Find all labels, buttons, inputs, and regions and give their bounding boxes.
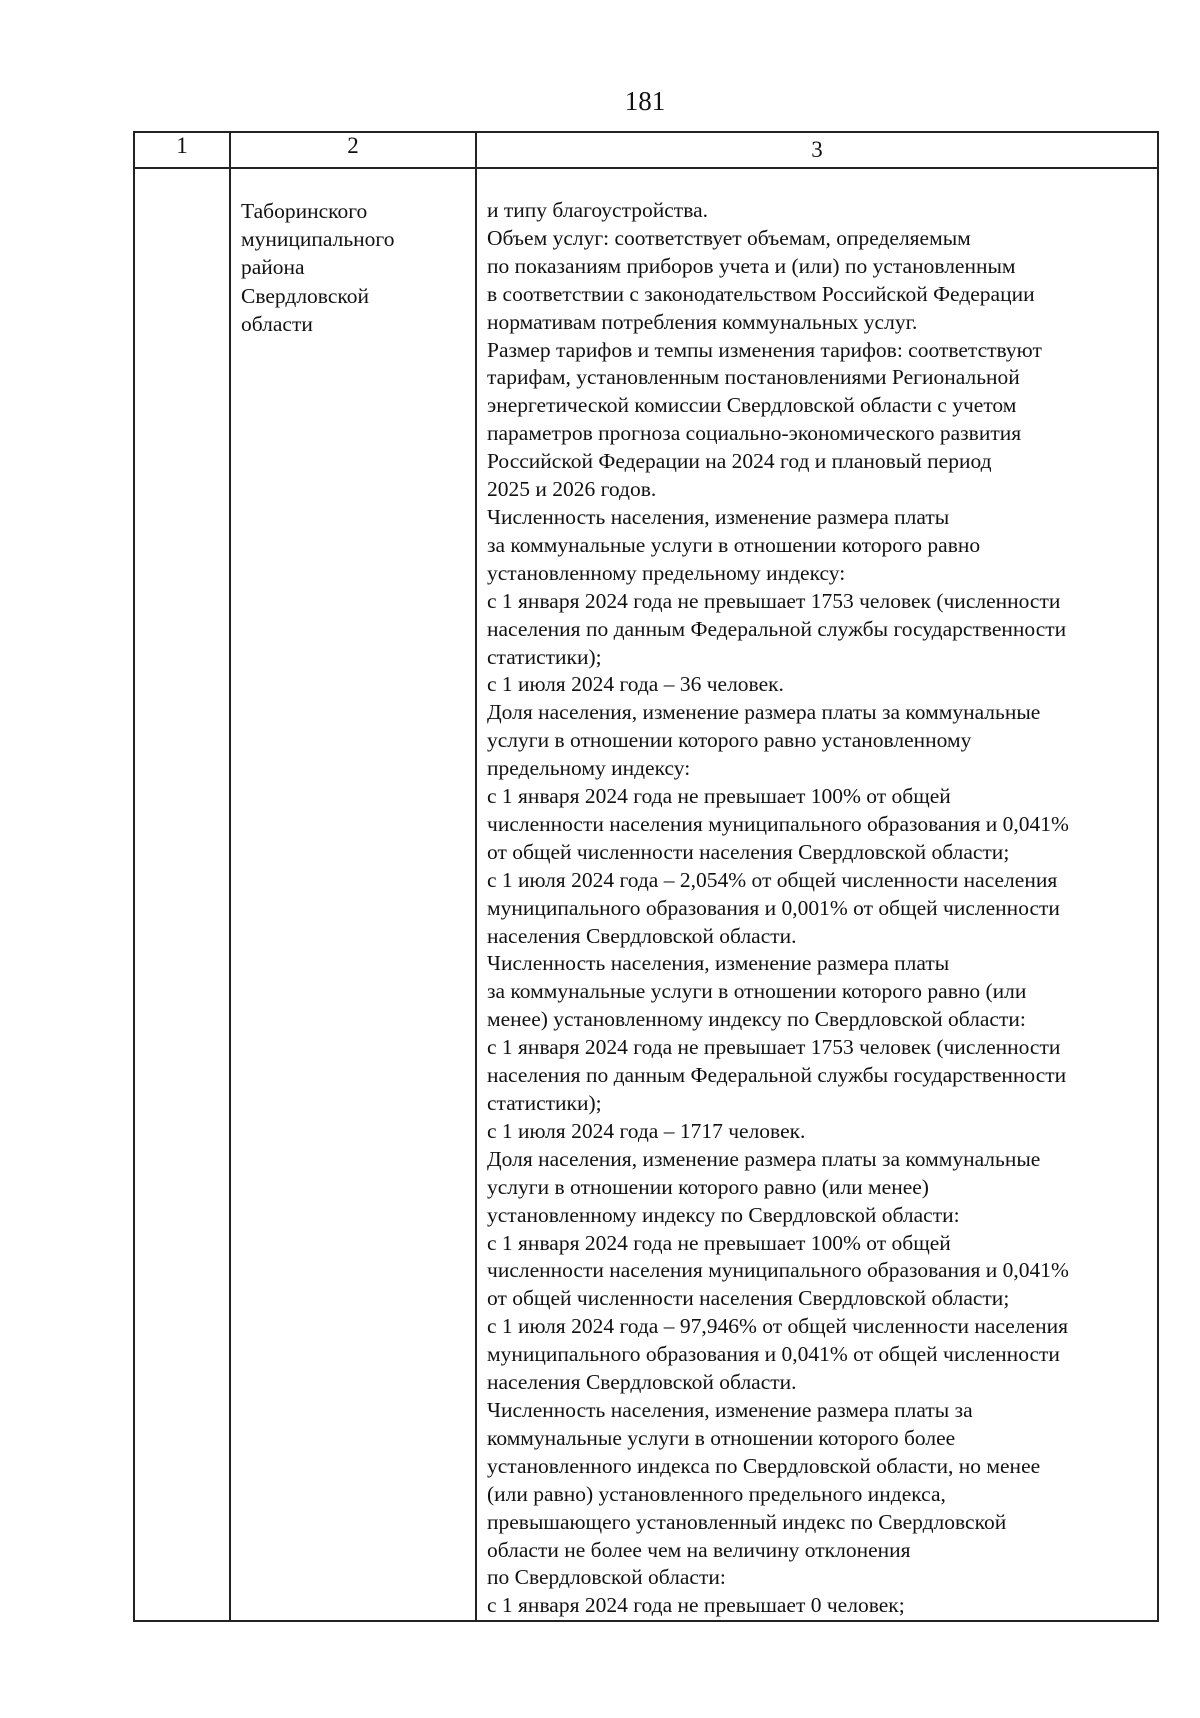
- cell-col3: [476, 168, 1158, 1621]
- text-line: с 1 июля 2024 года – 2,054% от общей численности населения: [487, 867, 1058, 892]
- text-line: Численность населения, изменение размера платы: [487, 951, 950, 976]
- text-line: статистики);: [487, 1091, 602, 1115]
- text-line: населения Свердловской области.: [487, 1370, 797, 1395]
- text-line: от общей численности населения Свердловской области;: [487, 839, 1010, 864]
- text-line: (или равно) установленного предельного индекса,: [487, 1481, 946, 1506]
- text-line: Численность населения, изменение размера платы: [487, 504, 950, 529]
- text-line: нормативам потребления коммунальных услуг.: [487, 309, 918, 334]
- text-line: с 1 января 2024 года не превышает 100% от общей: [487, 784, 951, 809]
- column-header-2: 2: [230, 132, 476, 168]
- text-line: с 1 января 2024 года не превышает 1753 человек (численности: [487, 588, 1061, 613]
- municipality-line: муниципального: [241, 227, 395, 252]
- text-line: населения Свердловской области.: [487, 923, 797, 948]
- text-line: установленному индексу по Свердловской области:: [487, 1202, 960, 1227]
- text-line: менее) установленному индексу по Свердловской области:: [487, 1007, 1026, 1032]
- text-line: с 1 июля 2024 года – 36 человек.: [487, 672, 784, 697]
- text-line: услуги в отношении которого равно установленному: [487, 728, 972, 753]
- municipality-line: Таборинского: [241, 199, 368, 223]
- text-line: с 1 июля 2024 года – 97,946% от общей численности населения: [487, 1314, 1068, 1339]
- text-line: 2025 и 2026 годов.: [487, 477, 657, 502]
- text-line: по Свердловской области:: [487, 1565, 726, 1590]
- cell-col2: [230, 168, 476, 1621]
- column-header-1: 1: [134, 132, 230, 168]
- text-line: установленного индекса по Свердловской области, но менее: [487, 1453, 1041, 1478]
- column-header-3: 3: [476, 132, 1158, 168]
- service-description: [477, 169, 1157, 1620]
- text-line: Объем услуг: соответствует объемам, определяемым: [487, 225, 971, 250]
- text-line: с 1 января 2024 года не превышает 100% от общей: [487, 1230, 951, 1255]
- municipality-name: [231, 169, 475, 338]
- text-line: численности населения муниципального образования и 0,041%: [487, 1258, 1069, 1283]
- text-line: в соответствии с законодательством Российской Федерации: [487, 281, 1035, 306]
- text-line: с 1 января 2024 года не превышает 1753 человек (численности: [487, 1035, 1061, 1060]
- text-line: коммунальные услуги в отношении которого более: [487, 1425, 956, 1450]
- municipality-line: района: [241, 255, 305, 280]
- text-line: муниципального образования и 0,041% от общей численности: [487, 1342, 1060, 1367]
- text-line: Доля населения, изменение размера платы за коммунальные: [487, 700, 1041, 725]
- cell-col1: [134, 168, 230, 1621]
- page-number: 181: [624, 86, 666, 116]
- text-line: предельному индексу:: [487, 756, 691, 781]
- text-line: численности населения муниципального образования и 0,041%: [487, 811, 1069, 836]
- text-line: муниципального образования и 0,001% от общей численности: [487, 895, 1060, 920]
- municipality-line: области: [241, 311, 313, 336]
- text-line: от общей численности населения Свердловской области;: [487, 1286, 1010, 1311]
- text-line: Российской Федерации на 2024 год и плановый период: [487, 449, 992, 474]
- text-line: населения по данным Федеральной службы государственности: [487, 616, 1067, 641]
- text-line: за коммунальные услуги в отношении которого равно: [487, 532, 981, 557]
- text-line: за коммунальные услуги в отношении которого равно (или: [487, 979, 1027, 1004]
- text-line: области не более чем на величину отклонения: [487, 1537, 911, 1562]
- text-line: тарифам, установленным постановлениями Региональной: [487, 365, 1020, 390]
- text-line: населения по данным Федеральной службы государственности: [487, 1063, 1067, 1088]
- text-line: энергетической комиссии Свердловской области с учетом: [487, 393, 1017, 418]
- text-line: Доля населения, изменение размера платы за коммунальные: [487, 1146, 1041, 1171]
- text-line: Численность населения, изменение размера платы за: [487, 1397, 973, 1422]
- municipality-line: Свердловской: [241, 283, 369, 308]
- text-line: установленному предельному индексу:: [487, 560, 846, 585]
- text-line: по показаниям приборов учета и (или) по установленным: [487, 253, 1016, 278]
- text-line: с 1 января 2024 года не превышает 0 человек;: [487, 1593, 905, 1618]
- table-row: [134, 168, 1158, 1621]
- text-line: превышающего установленный индекс по Свердловской: [487, 1509, 1007, 1534]
- text-line: с 1 июля 2024 года – 1717 человек.: [487, 1118, 806, 1143]
- text-line: и типу благоустройства.: [487, 198, 708, 222]
- table-header-row: [134, 132, 1158, 168]
- text-line: услуги в отношении которого равно (или менее): [487, 1174, 929, 1199]
- document-table: [133, 131, 1159, 1622]
- text-line: Размер тарифов и темпы изменения тарифов: соответствуют: [487, 337, 1042, 362]
- text-line: параметров прогноза социально-экономического развития: [487, 421, 1022, 446]
- text-line: статистики);: [487, 644, 602, 669]
